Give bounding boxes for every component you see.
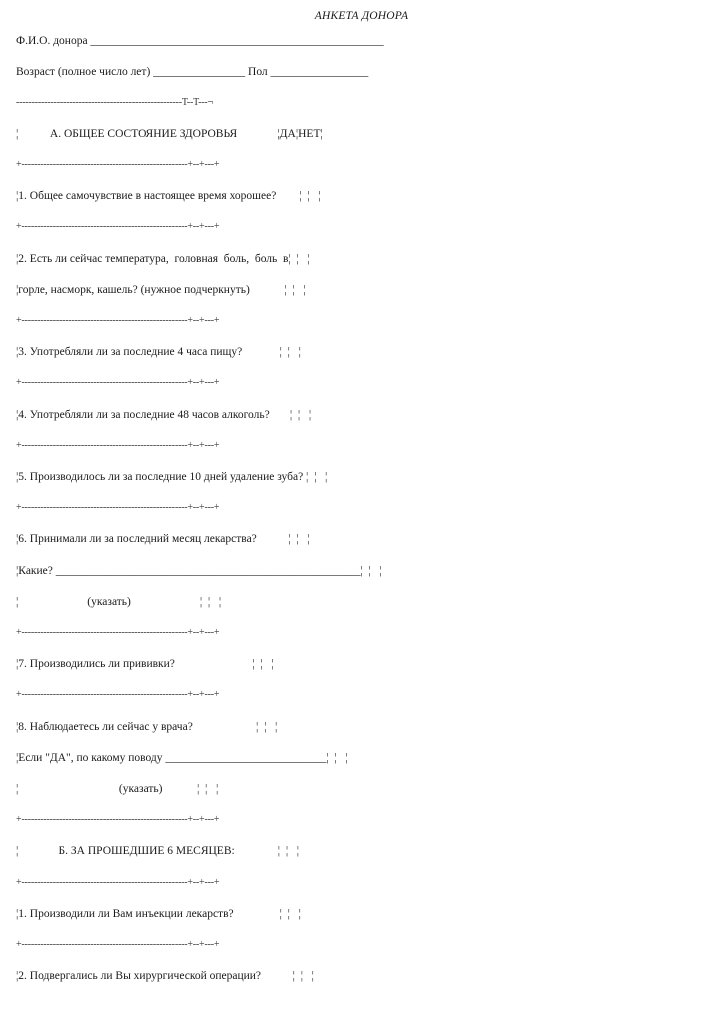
- table-divider: +-----------------------------------------------------+--+---+: [16, 159, 220, 170]
- section-b-question-1: ¦1. Производили ли Вам инъекции лекарств? ¦ ¦ ¦: [16, 908, 301, 920]
- donor-name-line: Ф.И.О. донора ___________________________________________________: [16, 35, 384, 47]
- table-divider: +-----------------------------------------------------+--+---+: [16, 502, 220, 513]
- question-6: ¦6. Принимали ли за последний месяц лекарства? ¦ ¦ ¦: [16, 533, 310, 545]
- document-title: АНКЕТА ДОНОРА: [314, 10, 409, 22]
- table-divider: +-----------------------------------------------------+--+---+: [16, 939, 220, 950]
- table-divider: +-----------------------------------------------------+--+---+: [16, 627, 220, 638]
- table-divider: +-----------------------------------------------------+--+---+: [16, 440, 220, 451]
- table-divider: +-----------------------------------------------------+--+---+: [16, 814, 220, 825]
- table-divider: +-----------------------------------------------------+--+---+: [16, 377, 220, 388]
- question-7: ¦7. Производились ли прививки? ¦ ¦ ¦: [16, 658, 274, 670]
- question-2-line-1: ¦2. Есть ли сейчас температура, головная боль, боль в¦ ¦ ¦: [16, 253, 310, 265]
- question-3: ¦3. Употребляли ли за последние 4 часа пищу? ¦ ¦ ¦: [16, 346, 301, 358]
- question-8-specify: ¦ (указать) ¦ ¦ ¦: [16, 783, 219, 795]
- table-divider: +-----------------------------------------------------+--+---+: [16, 315, 220, 326]
- age-sex-line: Возраст (полное число лет) ________________ Пол _________________: [16, 66, 369, 78]
- question-8-reason: ¦Если "ДА", по какому поводу ____________________________¦ ¦ ¦: [16, 752, 348, 764]
- question-8: ¦8. Наблюдаетесь ли сейчас у врача? ¦ ¦ ¦: [16, 721, 278, 733]
- question-6-which: ¦Какие? _____________________________________________________¦ ¦ ¦: [16, 565, 382, 577]
- table-divider: +-----------------------------------------------------+--+---+: [16, 221, 220, 232]
- question-4: ¦4. Употребляли ли за последние 48 часов алкоголь? ¦ ¦ ¦: [16, 409, 312, 421]
- table-top-border: -----------------------------------------------------T--T---¬: [16, 97, 213, 108]
- question-1: ¦1. Общее самочувствие в настоящее время хорошее? ¦ ¦ ¦: [16, 190, 321, 202]
- section-b-question-2: ¦2. Подвергались ли Вы хирургической операции? ¦ ¦ ¦: [16, 970, 314, 982]
- question-5: ¦5. Производилось ли за последние 10 дней удаление зуба? ¦ ¦ ¦: [16, 471, 328, 483]
- table-divider: +-----------------------------------------------------+--+---+: [16, 877, 220, 888]
- question-2-line-2: ¦горле, насморк, кашель? (нужное подчеркнуть) ¦ ¦ ¦: [16, 284, 306, 296]
- table-divider: +-----------------------------------------------------+--+---+: [16, 689, 220, 700]
- question-6-specify: ¦ (указать) ¦ ¦ ¦: [16, 596, 222, 608]
- section-a-header: ¦ А. ОБЩЕЕ СОСТОЯНИЕ ЗДОРОВЬЯ ¦ДА¦НЕТ¦: [16, 128, 323, 140]
- section-b-header: ¦ Б. ЗА ПРОШЕДШИЕ 6 МЕСЯЦЕВ: ¦ ¦ ¦: [16, 845, 300, 857]
